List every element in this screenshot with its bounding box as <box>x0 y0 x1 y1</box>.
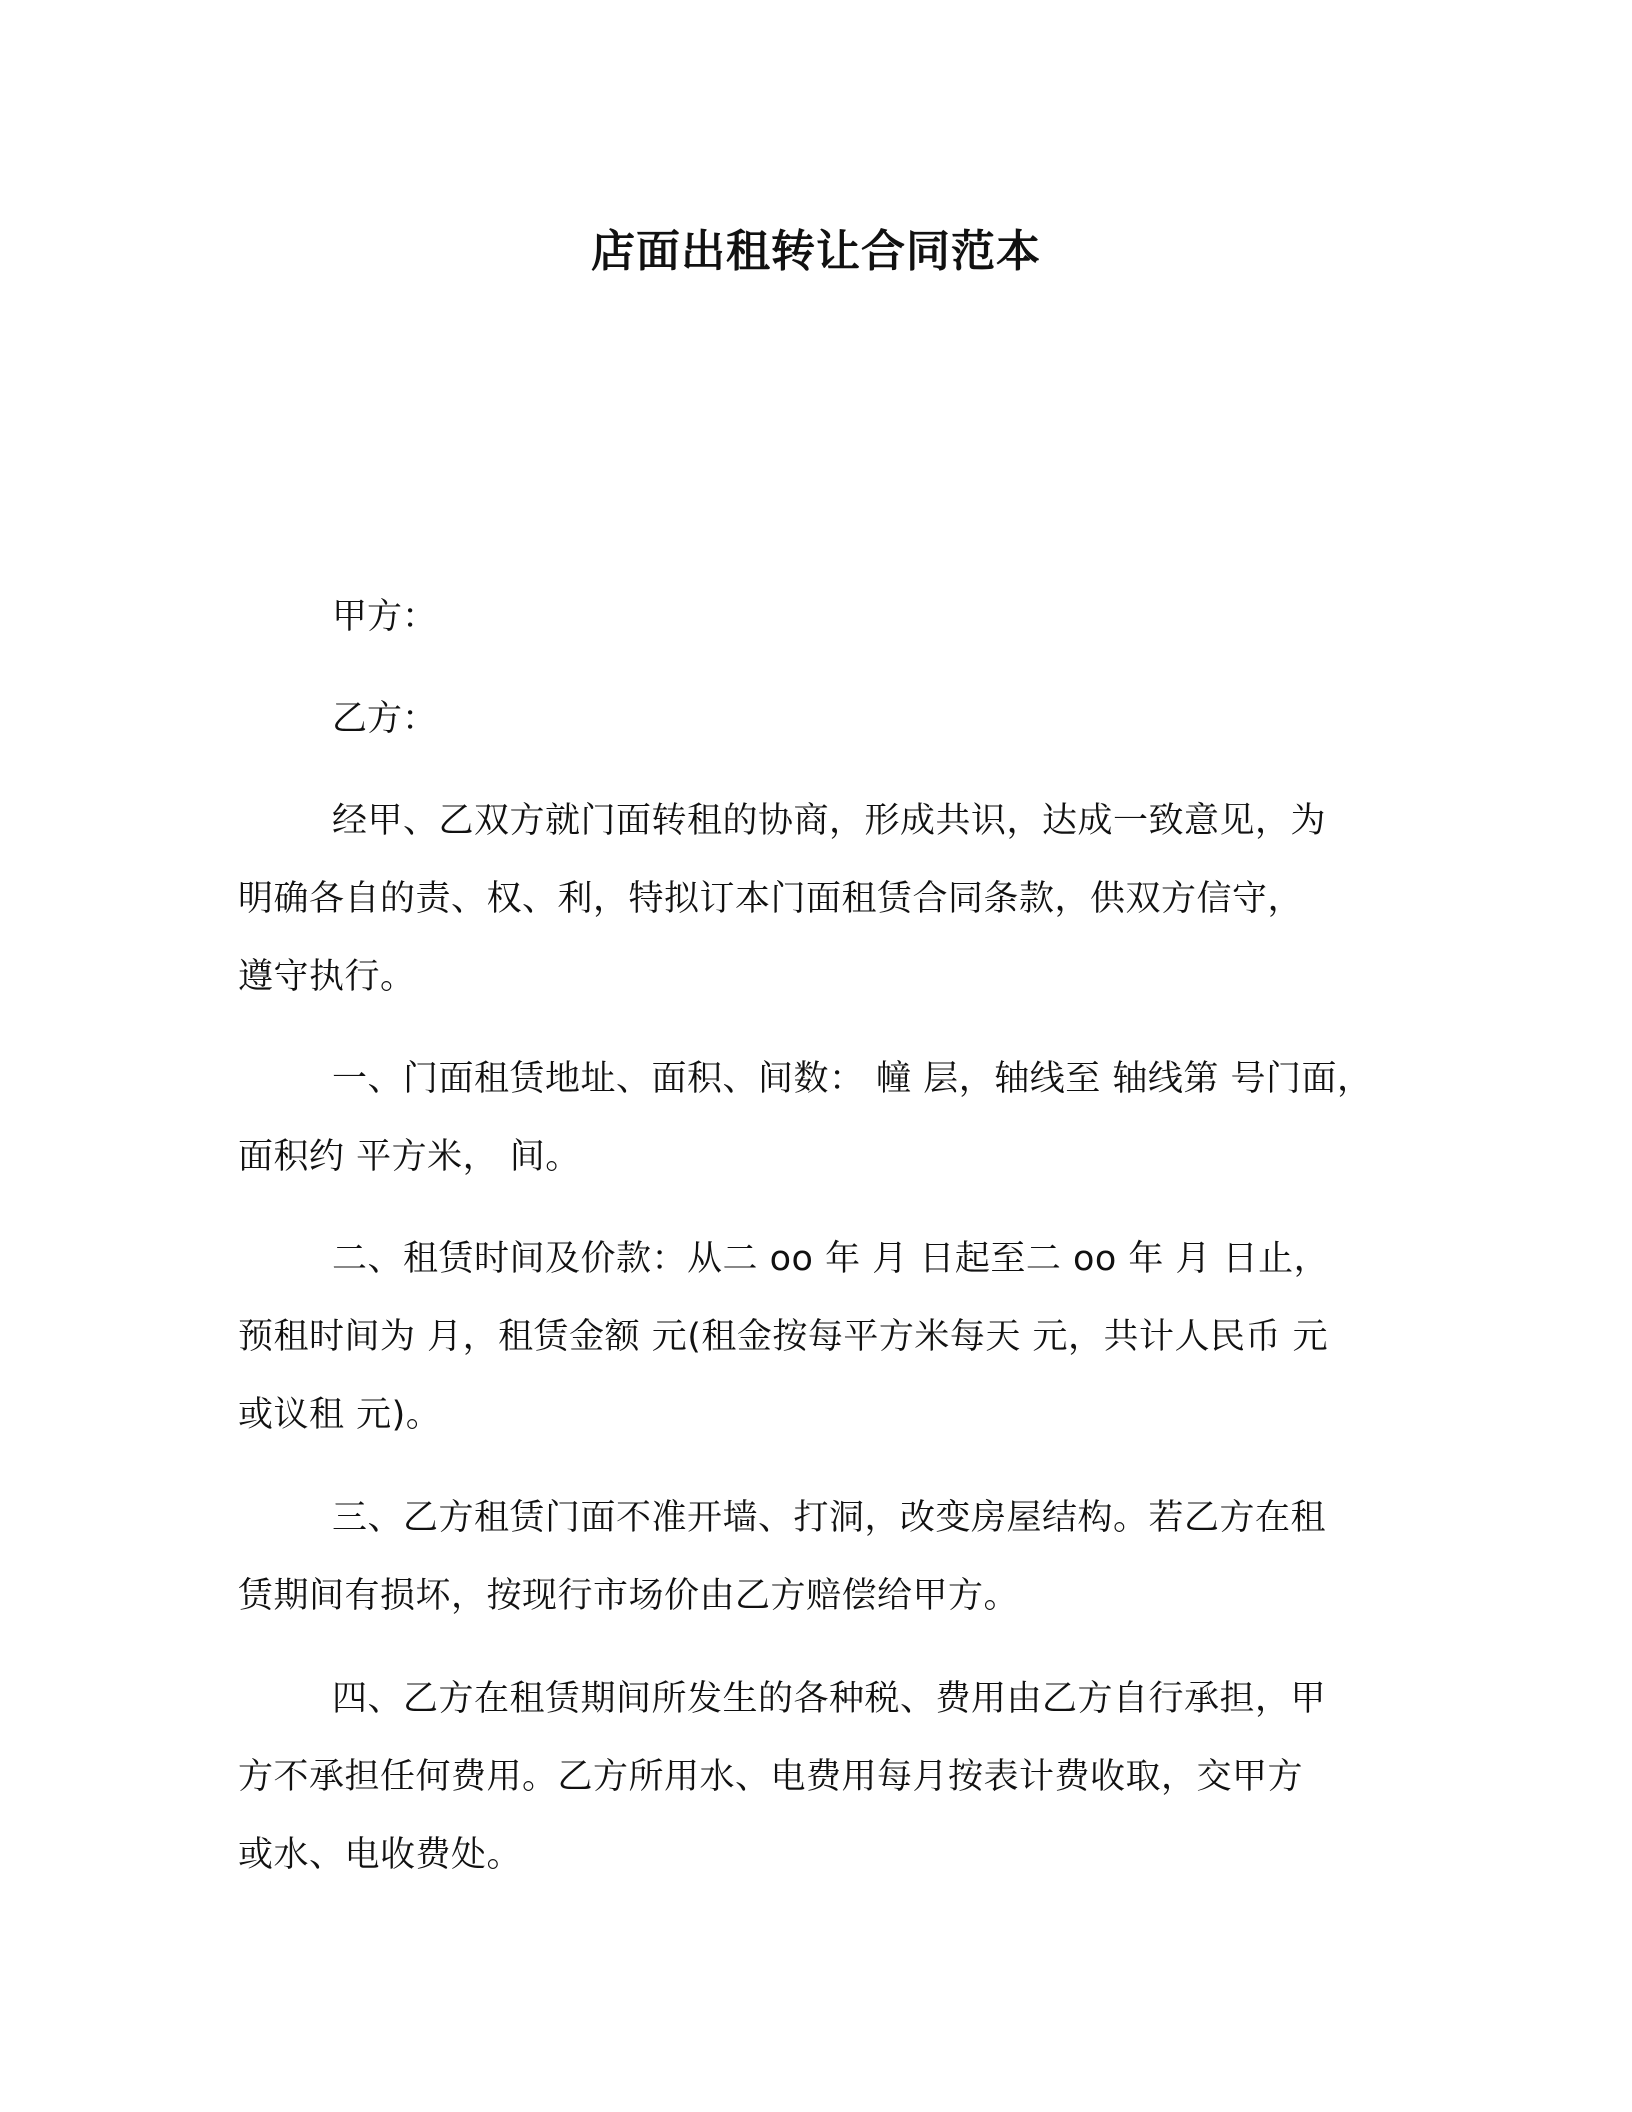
party-a-label: 甲方： <box>332 597 438 637</box>
paragraph-line: 二、租赁时间及价款：从二 oo 年 月 日起至二 oo 年 月 日止， <box>332 1239 1330 1279</box>
paragraph-line: 三、乙方租赁门面不准开墙、打洞，改变房屋结构。若乙方在租 <box>332 1498 1327 1538</box>
paragraph-line: 赁期间有损坏，按现行市场价由乙方赔偿给甲方。 <box>238 1576 1020 1616</box>
clause-2-term-price <box>238 1220 1388 1454</box>
paragraph-line: 或议租 元)。 <box>238 1395 442 1435</box>
paragraph-line: 四、乙方在租赁期间所发生的各种税、费用由乙方自行承担，甲 <box>332 1679 1327 1719</box>
paragraph-line: 或水、电收费处。 <box>238 1835 523 1875</box>
party-b-label: 乙方： <box>332 699 438 739</box>
clause-3-structure <box>238 1479 1388 1635</box>
paragraph-line: 遵守执行。 <box>238 957 416 997</box>
paragraph-line: 一、门面租赁地址、面积、间数： 幢 层，轴线至 轴线第 号门面， <box>332 1059 1373 1099</box>
document-title: 店面出租转让合同范本 <box>591 226 1041 277</box>
paragraph-line: 方不承担任何费用。乙方所用水、电费用每月按表计费收取，交甲方 <box>238 1757 1304 1797</box>
paragraph-line: 明确各自的责、权、利，特拟订本门面租赁合同条款，供双方信守， <box>238 879 1304 919</box>
clause-4-taxes-fees <box>238 1660 1388 1894</box>
clause-1-address-area <box>238 1040 1388 1196</box>
paragraph-line: 面积约 平方米， 间。 <box>238 1137 581 1177</box>
paragraph-preamble <box>238 782 1388 1016</box>
paragraph-line: 经甲、乙双方就门面转租的协商，形成共识，达成一致意见，为 <box>332 801 1327 841</box>
paragraph-line: 预租时间为 月，租赁金额 元(租金按每平方米每天 元，共计人民币 元 <box>238 1317 1329 1357</box>
